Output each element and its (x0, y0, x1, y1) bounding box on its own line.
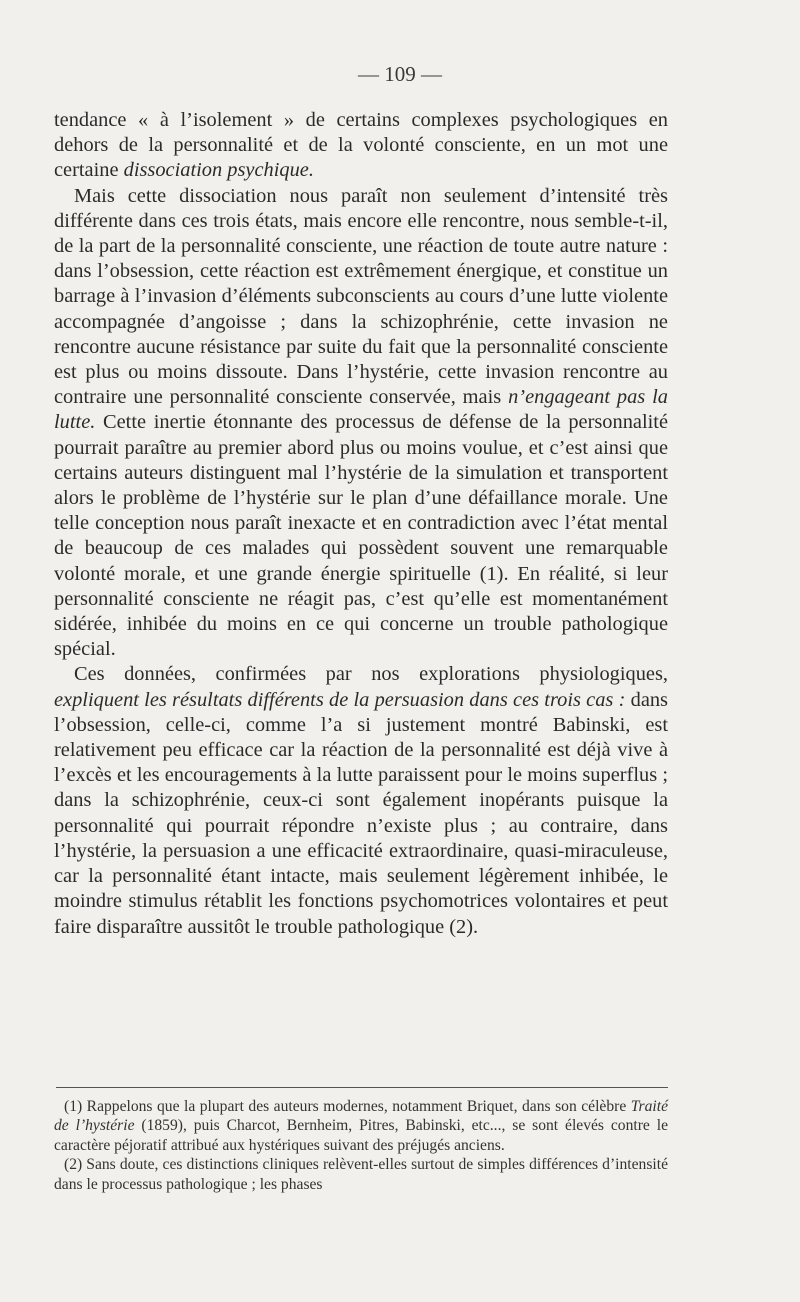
footnote (54, 1097, 668, 1155)
italic-segment: dissociation psychique. (123, 159, 314, 182)
main-text (54, 108, 668, 940)
text-segment: tendance « à l’isolement » de certains complexes psychologiques en dehors de la personnalité et de la volonté consciente, en un mot une certaine (54, 109, 668, 182)
text-segment: (1) Rappelons que la plupart des auteurs modernes, notamment Briquet, dans son célèbre (64, 1098, 631, 1115)
text-segment: dans l’obsession, celle-ci, comme l’a si justement montré Babinski, est relativement peu efficace car la réaction de la personnalité est déjà vive à l’excès et les encouragements à la lutte paraissent pour le moins superflus ; dans la schizophrénie, ceux-ci sont également inopérants puisque la personnalité qui pourrait répondre n’existe plus ; au contraire, dans l’hystérie, la persuasion a une efficacité extraordinaire, quasi-miraculeuse, car la personnalité étant intacte, mais seulement légèrement inhibée, le moindre stimulus rétablit les fonctions psychomotrices volontaires et peut faire disparaître aussitôt le trouble pathologique (2). (54, 688, 668, 938)
text-segment: (1859), puis Charcot, Bernheim, Pitres, Babinski, etc..., se sont élevés contre le caractère péjoratif attribué aux hystériques suivant des préjugés anciens. (54, 1117, 668, 1154)
paragraph (54, 662, 668, 939)
italic-segment: n’engageant pas la lutte. (54, 386, 668, 434)
footnote (54, 1155, 668, 1194)
text-segment: Mais cette dissociation nous paraît non seulement d’intensité très différente dans ces trois états, mais encore elle rencontre, nous semble-t-il, de la part de la personnalité consciente, une réaction de toute autre nature : dans l’obsession, cette réaction est extrêmement énergique, et constitue un barrage à l’invasion d’éléments subconscients au cours d’une lutte violente accompagnée d’angoisse ; dans la schizophrénie, cette invasion ne rencontre aucune résistance par suite du fait que la personnalité consciente est plus ou moins dissoute. Dans l’hystérie, cette invasion rencontre au contraire une personnalité consciente conservée, mais (54, 184, 668, 409)
page-number: — 109 — (358, 62, 442, 86)
italic-segment: Traité de l’hystérie (54, 1098, 668, 1135)
footnote-divider (56, 1087, 668, 1088)
paragraph (54, 184, 668, 663)
text-segment: (2) Sans doute, ces distinctions cliniques relèvent-elles surtout de simples différences d’intensité dans le processus pathologique ; les phases (54, 1156, 668, 1193)
italic-segment: expliquent les résultats différents de la persuasion dans ces trois cas : (54, 688, 626, 711)
text-segment: Cette inertie étonnante des processus de défense de la personnalité pourrait paraître au premier abord plus ou moins voulue, et c’est ainsi que certains auteurs distinguent mal l’hystérie de la simulation et transportent alors le problème de l’hystérie sur le plan d’une défaillance morale. Une telle conception nous paraît inexacte et en contradiction avec l’état mental de beaucoup de ces malades qui possèdent souvent une remarquable volonté morale, et une grande énergie spirituelle (1). En réalité, si leur personnalité consciente ne réagit pas, c’est qu’elle est momentanément sidérée, inhibée du moins en ce qui concerne un trouble pathologique spécial. (54, 411, 668, 661)
text-segment: Ces données, confirmées par nos explorations physiologiques, (74, 663, 668, 686)
paragraph (54, 108, 668, 184)
footnotes (54, 1097, 668, 1194)
